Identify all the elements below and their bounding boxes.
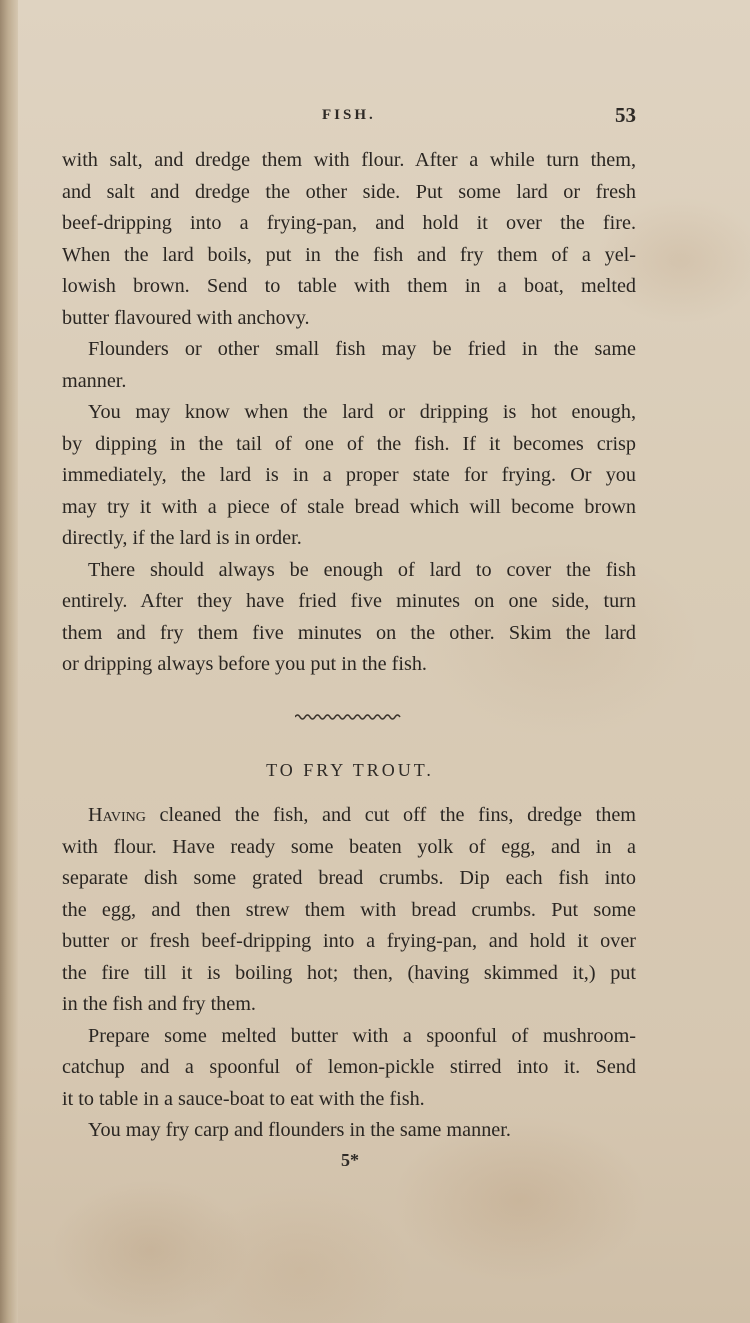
text-line: manner.	[62, 369, 127, 392]
text-line: catchup and a spoonful of lemon-pickle stirred into it. Send	[62, 1056, 636, 1078]
page-binding-edge	[0, 0, 18, 1323]
text-line: entirely. After they have fried five minutes on one side, turn	[62, 590, 636, 612]
text-line: in the fish and fry them.	[62, 993, 256, 1015]
recipe-body-text	[62, 800, 636, 1147]
text-line	[62, 800, 636, 832]
text-line: with salt, and dredge them with flour. After a while turn them,	[62, 149, 636, 171]
text-line: and salt and dredge the other side. Put some lard or fresh	[62, 180, 636, 203]
signature-mark: 5*	[341, 1150, 359, 1170]
text-line: by dipping in the tail of one of the fish. If it becomes crisp	[62, 432, 636, 455]
section-divider-ornament	[295, 712, 401, 722]
text-line-rest: cleaned the fish, and cut off the fins, dredge them	[145, 804, 636, 826]
text-line: You may fry carp and flounders in the same manner.	[88, 1119, 511, 1141]
text-line: Prepare some melted butter with a spoonful of mushroom-	[88, 1024, 636, 1047]
text-line: with flour. Have ready some beaten yolk of egg, and in a	[62, 835, 636, 858]
section-title: TO FRY TROUT.	[266, 760, 434, 780]
text-line: the egg, and then strew them with bread crumbs. Put some	[62, 898, 636, 921]
text-line: When the lard boils, put in the fish and fry them of a yel-	[62, 243, 636, 266]
page-number: 53	[615, 103, 636, 127]
text-line: Flounders or other small fish may be fried in the same	[88, 338, 636, 360]
text-line: them and fry them five minutes on the other. Skim the lard	[62, 621, 636, 644]
text-line: beef-dripping into a frying-pan, and hold it over the fire.	[62, 212, 636, 234]
text-line: it to table in a sauce-boat to eat with the fish.	[62, 1087, 425, 1110]
running-head: FISH.	[322, 107, 376, 123]
text-line: lowish brown. Send to table with them in a boat, melted	[62, 275, 636, 297]
text-line: may try it with a piece of stale bread which will become brown	[62, 495, 636, 518]
body-text-continued	[62, 145, 636, 681]
text-line: separate dish some grated bread crumbs. Dip each fish into	[62, 867, 636, 889]
text-line: You may know when the lard or dripping is hot enough,	[88, 401, 636, 423]
text-line: immediately, the lard is in a proper state for frying. Or you	[62, 464, 636, 486]
page-header	[60, 103, 640, 129]
text-line: directly, if the lard is in order.	[62, 527, 302, 549]
text-line: There should always be enough of lard to cover the fish	[88, 558, 636, 581]
first-word-small-caps: Having	[88, 804, 146, 826]
text-line: butter or fresh beef-dripping into a frying-pan, and hold it over	[62, 930, 636, 952]
text-line: butter flavoured with anchovy.	[62, 306, 310, 329]
text-line: or dripping always before you put in the fish.	[62, 653, 427, 675]
text-line: the fire till it is boiling hot; then, (having skimmed it,) put	[62, 961, 636, 984]
